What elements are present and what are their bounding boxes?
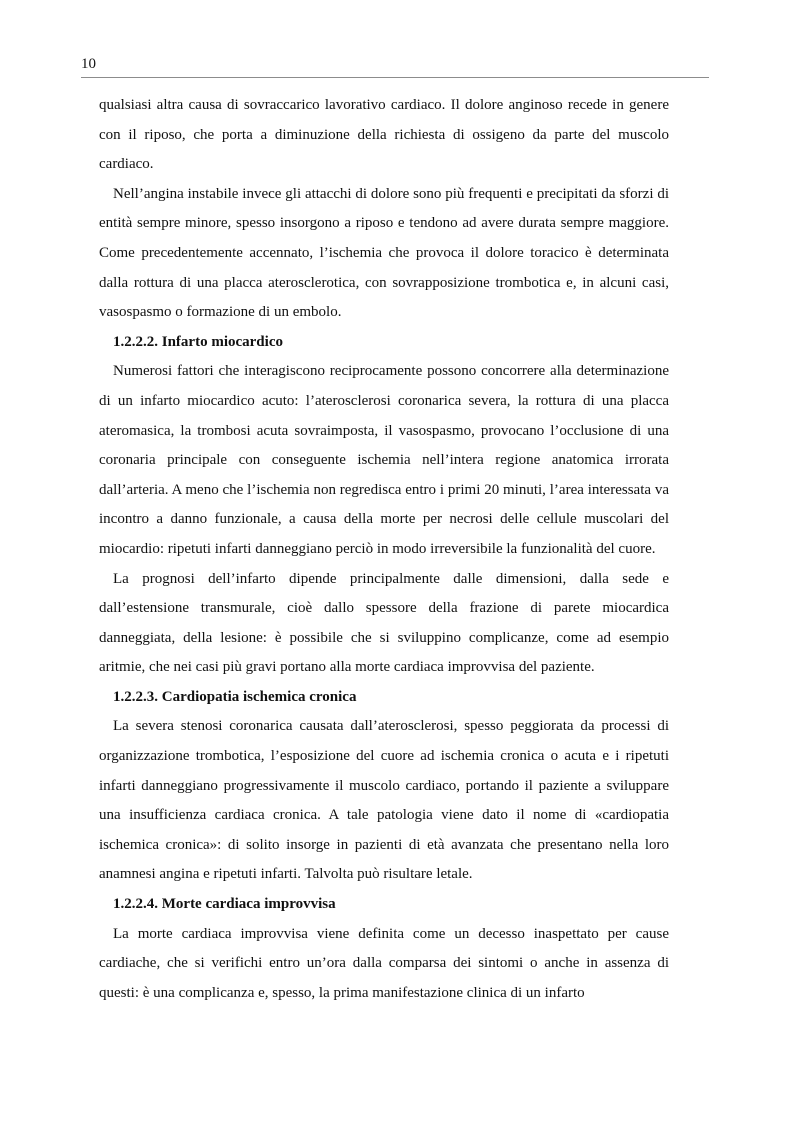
paragraph-unstable-angina: Nell’angina instabile invece gli attacchi di dolore sono più frequenti e precipitati da sforzi di entità sempre minore, spesso insorgono a riposo e tendono ad avere durata sempre maggiore. Come precedentemente accennato, l’ischemia che provoca il dolore toracico è determinata dalla rottura di una placca aterosclerotica, con sovrapposizione trombotica e, in alcuni casi, vasospasmo o formazione di un embolo. xyxy=(99,185,669,321)
header-divider xyxy=(81,77,709,78)
paragraph-angina-continuation: qualsiasi altra causa di sovraccarico lavorativo cardiaco. Il dolore anginoso recede in genere con il riposo, che porta a diminuzione della richiesta di ossigeno da parte del muscolo cardiaco. xyxy=(99,97,669,173)
paragraph-morte-cardiaca: La morte cardiaca improvvisa viene definita come un decesso inaspettato per cause cardiache, che si verifichi entro un’ora dalla comparsa dei sintomi o anche in assenza di questi: è una complicanza e, spesso, la prima manifestazione clinica di un infarto xyxy=(99,925,669,1001)
section-heading-infarto-miocardico: 1.2.2.2. Infarto miocardico xyxy=(113,333,283,350)
paragraph-infarto-cause: Numerosi fattori che interagiscono reciprocamente possono concorrere alla determinazione di un infarto miocardico acuto: l’aterosclerosi coronarica severa, la rottura di una placca ateromasica, la trombosi acuta sovraimposta, il vasospasmo, provocano l’occlusione di una coronaria principale con conseguente ischemia nell’intera regione anatomica irrorata dall’arteria. A meno che l’ischemia non regredisca entro i primi 20 minuti, l’area interessata va incontro a danno funzionale, a causa della morte per necrosi delle cellule muscolari del miocardio: ripetuti infarti danneggiano perciò in modo irreversibile la funzionalità del cuore. xyxy=(99,363,669,557)
page-number: 10 xyxy=(81,56,96,72)
section-heading-morte-cardiaca: 1.2.2.4. Morte cardiaca improvvisa xyxy=(113,896,336,913)
page-body xyxy=(99,91,669,1008)
section-heading-cardiopatia-ischemica: 1.2.2.3. Cardiopatia ischemica cronica xyxy=(113,688,357,705)
paragraph-cardiopatia-ischemica: La severa stenosi coronarica causata dall’aterosclerosi, spesso peggiorata da processi di organizzazione trombotica, l’esposizione del cuore ad ischemia cronica o acuta e i ripetuti infarti danneggiano progressivamente il muscolo cardiaco, portando il paziente a sviluppare una insufficienza cardiaca cronica. A tale patologia viene dato il nome di «cardiopatia ischemica cronica»: di solito insorge in pazienti di età avanzata che presentano nella loro anamnesi angina e ripetuti infarti. Talvolta può risultare letale. xyxy=(99,718,669,883)
paragraph-infarto-prognosi: La prognosi dell’infarto dipende principalmente dalle dimensioni, dalla sede e dall’estensione transmurale, cioè dallo spessore della frazione di parete miocardica danneggiata, della lesione: è possibile che si sviluppino complicanze, come ad esempio aritmie, che nei casi più gravi portano alla morte cardiaca improvvisa del paziente. xyxy=(99,570,669,676)
